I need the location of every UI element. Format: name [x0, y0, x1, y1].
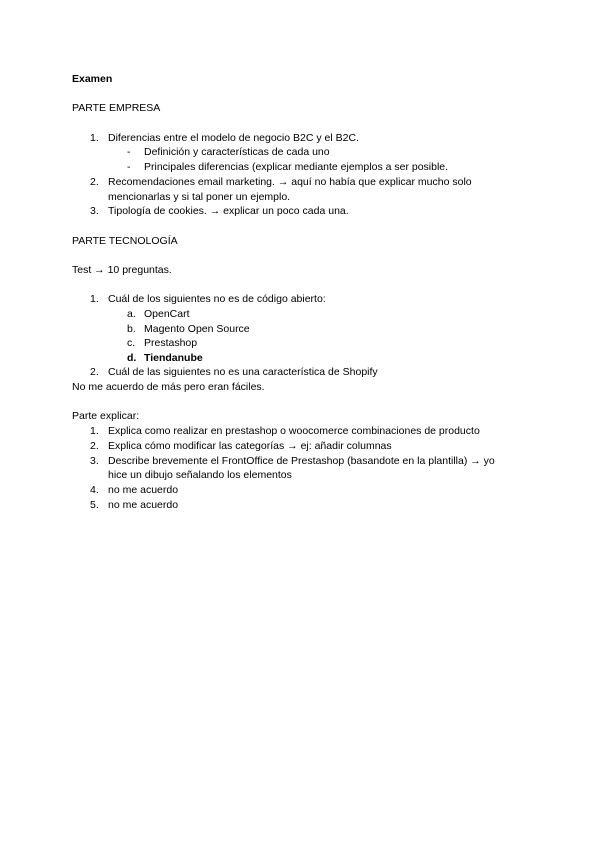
sub-bullet: -	[127, 161, 131, 173]
option-item: Prestashop	[144, 337, 198, 349]
option-letter: d.	[127, 352, 137, 364]
list-item-continuation: mencionarlas y si tal poner un ejemplo.	[108, 191, 291, 203]
list-item: Diferencias entre el modelo de negocio B2C y el B2C.	[108, 132, 359, 144]
option-item-answer: Tiendanube	[144, 352, 203, 364]
list-item: Explica cómo modificar las categorías → ej: añadir columnas	[108, 440, 392, 452]
list-number: 4.	[90, 484, 99, 496]
option-item: OpenCart	[144, 308, 190, 320]
list-item: Describe brevemente el FrontOffice de Prestashop (basandote en la plantilla) → yo	[108, 455, 495, 467]
question-item: Cuál de los siguientes no es de código abierto:	[108, 293, 326, 305]
section-heading-empresa: PARTE EMPRESA	[72, 102, 161, 114]
document-title: Examen	[72, 73, 113, 85]
list-number: 1.	[90, 425, 99, 437]
option-letter: b.	[127, 323, 136, 335]
test-line: Test → 10 preguntas.	[72, 264, 172, 276]
list-item-continuation: hice un dibujo señalando los elementos	[108, 469, 292, 481]
list-item: no me acuerdo	[108, 499, 179, 511]
sub-bullet: -	[127, 146, 131, 158]
list-item: Recomendaciones email marketing. → aquí no había que explicar mucho solo	[108, 176, 472, 188]
section-heading-explicar: Parte explicar:	[72, 410, 140, 422]
question-item: Cuál de las siguientes no es una característica de Shopify	[108, 366, 378, 378]
list-number: 3.	[90, 205, 99, 217]
sub-list-item: Definición y características de cada uno	[144, 146, 330, 158]
section-heading-tecnologia: PARTE TECNOLOGÍA	[72, 235, 178, 247]
list-number: 5.	[90, 499, 99, 511]
sub-list-item: Principales diferencias (explicar mediante ejemplos a ser posible.	[144, 161, 449, 173]
option-item: Magento Open Source	[144, 323, 250, 335]
list-item: Explica como realizar en prestashop o woocomerce combinaciones de producto	[108, 425, 480, 437]
list-item: no me acuerdo	[108, 484, 179, 496]
list-number: 3.	[90, 455, 99, 467]
list-number: 2.	[90, 366, 99, 378]
list-number: 2.	[90, 440, 99, 452]
option-letter: a.	[127, 308, 136, 320]
list-item: Tipología de cookies. → explicar un poco cada una.	[108, 205, 349, 217]
list-number: 2.	[90, 176, 99, 188]
note-text: No me acuerdo de más pero eran fáciles.	[72, 381, 265, 393]
list-number: 1.	[90, 132, 99, 144]
list-number: 1.	[90, 293, 99, 305]
option-letter: c.	[127, 337, 136, 349]
